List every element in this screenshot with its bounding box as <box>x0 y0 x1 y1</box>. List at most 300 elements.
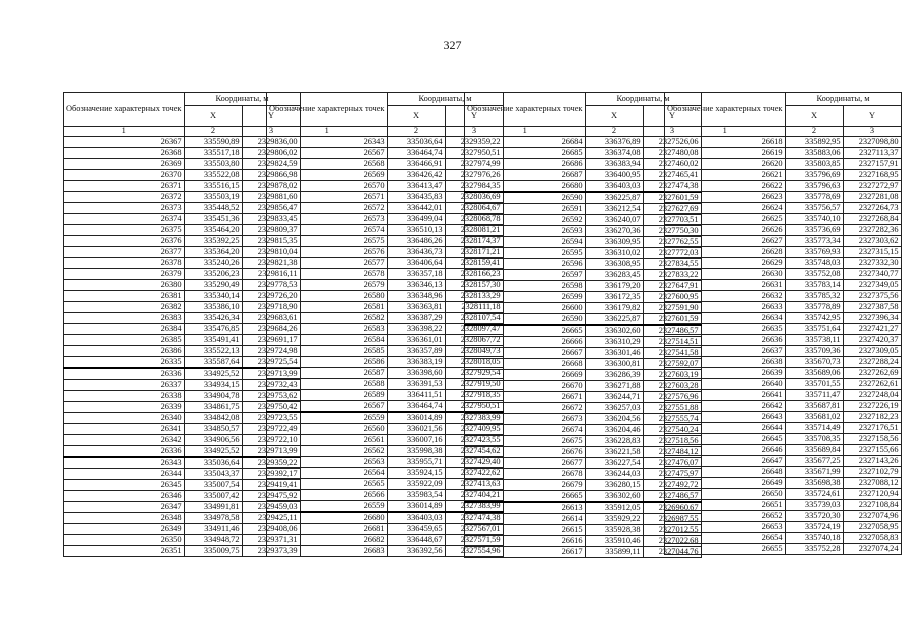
x-coordinate-cell: 336227,54 <box>585 458 643 469</box>
point-number-cell: 26338 <box>64 391 185 402</box>
table-row <box>64 324 301 335</box>
y-coordinate-cell: 2327088,12 <box>843 478 901 489</box>
table-row <box>64 446 301 458</box>
point-number-cell: 26648 <box>665 467 786 478</box>
x-coordinate-cell: 334948,72 <box>184 535 242 546</box>
header-point-designation: Обозначение характерных точек <box>665 93 786 127</box>
x-coordinate-cell: 335007,54 <box>184 480 242 491</box>
point-number-cell: 26624 <box>665 203 786 214</box>
table-row <box>64 291 301 302</box>
x-coordinate-cell: 336302,60 <box>585 491 643 503</box>
point-number-cell: 26587 <box>267 368 388 379</box>
y-coordinate-cell: 2328157,30 <box>445 280 503 291</box>
x-coordinate-cell: 335689,06 <box>785 368 843 379</box>
x-coordinate-cell: 335922,09 <box>387 479 445 490</box>
x-coordinate-cell: 335778,69 <box>785 192 843 203</box>
table-row <box>64 269 301 280</box>
point-number-cell: 26589 <box>267 390 388 401</box>
x-coordinate-cell: 335036,64 <box>387 137 445 148</box>
y-coordinate-cell: 2327113,37 <box>843 148 901 159</box>
y-coordinate-cell: 2327480,08 <box>643 148 701 159</box>
x-coordinate-cell: 335240,26 <box>184 258 242 269</box>
header-column-number: 1 <box>64 127 185 137</box>
point-number-cell: 26590 <box>465 192 586 204</box>
header-column-number: 3 <box>843 127 901 137</box>
y-coordinate-cell: 2327476,07 <box>643 458 701 469</box>
point-number-cell: 26380 <box>64 280 185 291</box>
table-row <box>64 148 301 159</box>
point-number-cell: 26622 <box>665 181 786 192</box>
y-coordinate-cell: 2327460,02 <box>643 159 701 170</box>
y-coordinate-cell: 2327703,51 <box>643 215 701 226</box>
point-number-cell: 26382 <box>64 302 185 313</box>
x-coordinate-cell: 335386,10 <box>184 302 242 313</box>
x-coordinate-cell: 336204,56 <box>585 414 643 425</box>
point-number-cell: 26577 <box>267 258 388 269</box>
y-coordinate-cell: 2327413,63 <box>445 479 503 490</box>
x-coordinate-cell: 336464,74 <box>387 148 445 159</box>
header-point-designation: Обозначение характерных точек <box>267 93 388 127</box>
point-number-cell: 26639 <box>665 368 786 379</box>
y-coordinate-cell: 2327282,36 <box>843 225 901 236</box>
x-coordinate-cell: 336357,18 <box>387 269 445 280</box>
x-coordinate-cell: 336257,03 <box>585 403 643 414</box>
x-coordinate-cell: 336383,94 <box>585 159 643 170</box>
x-coordinate-cell: 335720,30 <box>785 511 843 522</box>
y-coordinate-cell: 2329866,98 <box>242 170 300 181</box>
y-coordinate-cell: 2329836,00 <box>242 137 300 148</box>
point-number-cell: 26628 <box>665 247 786 258</box>
table-row <box>665 236 902 247</box>
table-row <box>64 247 301 258</box>
x-coordinate-cell: 335709,36 <box>785 346 843 357</box>
point-number-cell: 26675 <box>465 436 586 447</box>
point-number-cell: 26559 <box>267 412 388 424</box>
y-coordinate-cell: 2327518,56 <box>643 436 701 447</box>
x-coordinate-cell: 335742,95 <box>785 313 843 324</box>
table-row <box>64 546 301 557</box>
x-coordinate-cell: 336283,45 <box>585 270 643 281</box>
point-number-cell: 26618 <box>665 137 786 148</box>
point-number-cell: 26563 <box>267 457 388 468</box>
header-x: X <box>387 106 445 127</box>
x-coordinate-cell: 336310,02 <box>585 248 643 259</box>
x-coordinate-cell: 336271,88 <box>585 381 643 392</box>
point-number-cell: 26568 <box>267 159 388 170</box>
point-number-cell: 26636 <box>665 335 786 346</box>
x-coordinate-cell: 336212,54 <box>585 204 643 215</box>
table-row <box>665 214 902 225</box>
x-coordinate-cell: 335451,36 <box>184 214 242 225</box>
x-coordinate-cell: 335503,80 <box>184 159 242 170</box>
header-column-number: 1 <box>267 127 388 137</box>
x-coordinate-cell: 336270,36 <box>585 226 643 237</box>
table-row <box>64 535 301 546</box>
y-coordinate-cell: 2327918,35 <box>445 390 503 401</box>
point-number-cell: 26590 <box>465 314 586 326</box>
y-coordinate-cell: 2327074,96 <box>843 511 901 522</box>
x-coordinate-cell: 335206,23 <box>184 269 242 280</box>
table-row <box>665 302 902 313</box>
point-number-cell: 26621 <box>665 170 786 181</box>
x-coordinate-cell: 335740,18 <box>785 533 843 544</box>
point-number-cell: 26597 <box>465 270 586 281</box>
table-row <box>665 148 902 159</box>
table-row <box>64 424 301 435</box>
y-coordinate-cell: 2327551,88 <box>643 403 701 414</box>
point-number-cell: 26567 <box>267 401 388 413</box>
point-number-cell: 26651 <box>665 500 786 511</box>
y-coordinate-cell: 2329750,42 <box>242 402 300 413</box>
table-row <box>665 346 902 357</box>
y-coordinate-cell: 2327264,73 <box>843 203 901 214</box>
table-row <box>64 302 301 313</box>
y-coordinate-cell: 2327492,72 <box>643 480 701 491</box>
y-coordinate-cell: 2328111,18 <box>445 302 503 313</box>
point-number-cell: 26569 <box>267 170 388 181</box>
x-coordinate-cell: 336426,42 <box>387 170 445 181</box>
header-x: X <box>184 106 242 127</box>
table-row <box>665 357 902 368</box>
point-number-cell: 26668 <box>465 359 586 370</box>
point-number-cell: 26681 <box>267 524 388 535</box>
y-coordinate-cell: 2327074,24 <box>843 544 901 555</box>
table-row <box>665 324 902 335</box>
table-row <box>665 423 902 434</box>
header-column-number: 3 <box>445 127 503 137</box>
y-coordinate-cell: 2327974,99 <box>445 159 503 170</box>
table-row <box>64 192 301 203</box>
x-coordinate-cell: 335740,10 <box>785 214 843 225</box>
y-coordinate-cell: 2327486,57 <box>643 325 701 337</box>
y-coordinate-cell: 2327541,58 <box>643 348 701 359</box>
y-coordinate-cell: 2327484,12 <box>643 447 701 458</box>
x-coordinate-cell: 335738,11 <box>785 335 843 346</box>
x-coordinate-cell: 335796,63 <box>785 181 843 192</box>
point-number-cell: 26644 <box>665 423 786 434</box>
header-coordinates: Координаты, м <box>387 93 503 106</box>
y-coordinate-cell: 2327058,95 <box>843 522 901 533</box>
y-coordinate-cell: 2329753,62 <box>242 391 300 402</box>
x-coordinate-cell: 335928,38 <box>585 525 643 536</box>
y-coordinate-cell: 2327383,99 <box>445 412 503 424</box>
y-coordinate-cell: 2327340,77 <box>843 269 901 280</box>
x-coordinate-cell: 336436,73 <box>387 247 445 258</box>
y-coordinate-cell: 2329816,11 <box>242 269 300 280</box>
y-coordinate-cell: 2327420,37 <box>843 335 901 346</box>
table-row <box>665 291 902 302</box>
x-coordinate-cell: 334861,75 <box>184 402 242 413</box>
point-number-cell: 26372 <box>64 192 185 203</box>
y-coordinate-cell: 2329419,41 <box>242 480 300 491</box>
x-coordinate-cell: 335783,14 <box>785 280 843 291</box>
table-row <box>64 137 301 148</box>
x-coordinate-cell: 335670,73 <box>785 357 843 368</box>
table-row <box>64 469 301 480</box>
x-coordinate-cell: 336363,81 <box>387 302 445 313</box>
y-coordinate-cell: 2328174,37 <box>445 236 503 247</box>
x-coordinate-cell: 335983,54 <box>387 490 445 501</box>
y-coordinate-cell: 2327576,96 <box>643 392 701 403</box>
point-number-cell: 26680 <box>267 512 388 524</box>
point-number-cell: 26573 <box>267 214 388 225</box>
x-coordinate-cell: 334925,52 <box>184 446 242 458</box>
x-coordinate-cell: 335517,18 <box>184 148 242 159</box>
y-coordinate-cell: 2327526,06 <box>643 137 701 148</box>
y-coordinate-cell: 2327272,97 <box>843 181 901 192</box>
point-number-cell: 26598 <box>465 281 586 292</box>
y-coordinate-cell: 2327102,79 <box>843 467 901 478</box>
y-coordinate-cell: 2327421,27 <box>843 324 901 335</box>
y-coordinate-cell: 2328171,21 <box>445 247 503 258</box>
point-number-cell: 26343 <box>267 137 388 148</box>
y-coordinate-cell: 2327396,34 <box>843 313 901 324</box>
header-column-number: 2 <box>785 127 843 137</box>
y-coordinate-cell: 2327268,84 <box>843 214 901 225</box>
x-coordinate-cell: 335773,34 <box>785 236 843 247</box>
table-row <box>64 346 301 357</box>
x-coordinate-cell: 336228,83 <box>585 436 643 447</box>
table-row <box>64 502 301 513</box>
point-number-cell: 26336 <box>64 368 185 380</box>
point-number-cell: 26673 <box>465 414 586 425</box>
y-coordinate-cell: 2327601,59 <box>643 314 701 326</box>
point-number-cell: 26346 <box>64 491 185 502</box>
table-row <box>64 480 301 491</box>
point-number-cell: 26643 <box>665 412 786 423</box>
x-coordinate-cell: 336448,67 <box>387 535 445 546</box>
x-coordinate-cell: 335677,25 <box>785 456 843 467</box>
point-number-cell: 26377 <box>64 247 185 258</box>
x-coordinate-cell: 336459,65 <box>387 524 445 535</box>
point-number-cell: 26347 <box>64 502 185 513</box>
y-coordinate-cell: 2327423,55 <box>445 435 503 446</box>
y-coordinate-cell: 2327155,66 <box>843 445 901 456</box>
point-number-cell: 26349 <box>64 524 185 535</box>
point-number-cell: 26560 <box>267 424 388 435</box>
point-number-cell: 26655 <box>665 544 786 555</box>
x-coordinate-cell: 336348,96 <box>387 291 445 302</box>
table-row <box>665 467 902 478</box>
point-number-cell: 26686 <box>465 159 586 170</box>
point-number-cell: 26667 <box>465 348 586 359</box>
point-number-cell: 26677 <box>465 458 586 469</box>
y-coordinate-cell: 2328133,29 <box>445 291 503 302</box>
point-number-cell: 26579 <box>267 280 388 291</box>
x-coordinate-cell: 336392,56 <box>387 546 445 557</box>
x-coordinate-cell: 335752,08 <box>785 269 843 280</box>
header-column-number: 3 <box>242 127 300 137</box>
y-coordinate-cell: 2327833,22 <box>643 270 701 281</box>
point-number-cell: 26339 <box>64 402 185 413</box>
point-number-cell: 26373 <box>64 203 185 214</box>
y-coordinate-cell: 2328067,72 <box>445 335 503 346</box>
table-row <box>665 401 902 412</box>
x-coordinate-cell: 335769,93 <box>785 247 843 258</box>
table-row <box>665 313 902 324</box>
header-coordinates: Координаты, м <box>785 93 901 106</box>
y-coordinate-cell: 2329691,17 <box>242 335 300 346</box>
x-coordinate-cell: 336499,04 <box>387 214 445 225</box>
header-coordinates: Координаты, м <box>184 93 300 106</box>
y-coordinate-cell: 2329373,39 <box>242 546 300 557</box>
x-coordinate-cell: 336225,87 <box>585 192 643 204</box>
y-coordinate-cell: 2329722,10 <box>242 435 300 446</box>
y-coordinate-cell: 2328018,05 <box>445 357 503 368</box>
point-number-cell: 26615 <box>465 525 586 536</box>
table-row <box>64 491 301 502</box>
y-coordinate-cell: 2327012,55 <box>643 525 701 536</box>
point-number-cell: 26633 <box>665 302 786 313</box>
y-coordinate-cell: 2329824,59 <box>242 159 300 170</box>
x-coordinate-cell: 335899,11 <box>585 547 643 558</box>
y-coordinate-cell: 2329810,04 <box>242 247 300 258</box>
x-coordinate-cell: 335590,89 <box>184 137 242 148</box>
y-coordinate-cell: 2327262,69 <box>843 368 901 379</box>
point-number-cell: 26374 <box>64 214 185 225</box>
x-coordinate-cell: 336007,16 <box>387 435 445 446</box>
point-number-cell: 26684 <box>465 137 586 148</box>
y-coordinate-cell: 2328068,78 <box>445 214 503 225</box>
point-number-cell: 26650 <box>665 489 786 500</box>
point-number-cell: 26566 <box>267 490 388 501</box>
y-coordinate-cell: 2326987,55 <box>643 514 701 525</box>
y-coordinate-cell: 2329408,06 <box>242 524 300 535</box>
x-coordinate-cell: 335912,05 <box>585 502 643 514</box>
table-row <box>64 236 301 247</box>
y-coordinate-cell: 2327929,54 <box>445 368 503 379</box>
point-number-cell: 26647 <box>665 456 786 467</box>
table-row <box>665 247 902 258</box>
point-number-cell: 26654 <box>665 533 786 544</box>
y-coordinate-cell: 2327182,23 <box>843 412 901 423</box>
y-coordinate-cell: 2329809,37 <box>242 225 300 236</box>
point-number-cell: 26642 <box>665 401 786 412</box>
point-number-cell: 26580 <box>267 291 388 302</box>
x-coordinate-cell: 334978,58 <box>184 513 242 524</box>
point-number-cell: 26351 <box>64 546 185 557</box>
y-coordinate-cell: 2327600,95 <box>643 292 701 303</box>
header-y: Y <box>643 106 701 127</box>
header-x: X <box>585 106 643 127</box>
x-coordinate-cell: 336376,89 <box>585 137 643 148</box>
y-coordinate-cell: 2327603,28 <box>643 381 701 392</box>
y-coordinate-cell: 2329878,02 <box>242 181 300 192</box>
y-coordinate-cell: 2329725,54 <box>242 357 300 369</box>
y-coordinate-cell: 2327514,51 <box>643 337 701 348</box>
x-coordinate-cell: 336403,03 <box>387 512 445 524</box>
x-coordinate-cell: 336346,13 <box>387 280 445 291</box>
point-number-cell: 26584 <box>267 335 388 346</box>
x-coordinate-cell: 335681,02 <box>785 412 843 423</box>
y-coordinate-cell: 2327332,30 <box>843 258 901 269</box>
point-number-cell: 26367 <box>64 137 185 148</box>
y-coordinate-cell: 2328166,23 <box>445 269 503 280</box>
point-number-cell: 26576 <box>267 247 388 258</box>
y-coordinate-cell: 2329713,99 <box>242 368 300 380</box>
x-coordinate-cell: 336510,13 <box>387 225 445 236</box>
point-number-cell: 26342 <box>64 435 185 446</box>
point-number-cell: 26653 <box>665 522 786 533</box>
x-coordinate-cell: 334906,56 <box>184 435 242 446</box>
table-row <box>64 513 301 524</box>
x-coordinate-cell: 335687,81 <box>785 401 843 412</box>
point-number-cell: 26586 <box>267 357 388 368</box>
x-coordinate-cell: 334991,81 <box>184 502 242 513</box>
x-coordinate-cell: 335910,46 <box>585 536 643 547</box>
point-number-cell: 26335 <box>64 357 185 369</box>
table-row <box>64 313 301 324</box>
x-coordinate-cell: 336240,07 <box>585 215 643 226</box>
y-coordinate-cell: 2327349,05 <box>843 280 901 291</box>
table-row <box>665 511 902 522</box>
x-coordinate-cell: 335522,08 <box>184 170 242 181</box>
x-coordinate-cell: 335785,32 <box>785 291 843 302</box>
y-coordinate-cell: 2329713,99 <box>242 446 300 458</box>
y-coordinate-cell: 2329475,92 <box>242 491 300 502</box>
x-coordinate-cell: 335671,99 <box>785 467 843 478</box>
point-number-cell: 26631 <box>665 280 786 291</box>
x-coordinate-cell: 335043,37 <box>184 469 242 480</box>
point-number-cell: 26578 <box>267 269 388 280</box>
table-row <box>665 500 902 511</box>
table-row <box>64 391 301 402</box>
header-point-designation: Обозначение характерных точек <box>465 93 586 127</box>
x-coordinate-cell: 335883,06 <box>785 148 843 159</box>
y-coordinate-cell: 2329359,22 <box>242 457 300 469</box>
point-number-cell: 26645 <box>665 434 786 445</box>
table-row <box>665 269 902 280</box>
y-coordinate-cell: 2329724,98 <box>242 346 300 357</box>
point-number-cell: 26620 <box>665 159 786 170</box>
table-row <box>665 181 902 192</box>
x-coordinate-cell: 335708,35 <box>785 434 843 445</box>
y-coordinate-cell: 2327950,51 <box>445 148 503 159</box>
x-coordinate-cell: 335009,75 <box>184 546 242 557</box>
x-coordinate-cell: 336400,95 <box>585 170 643 181</box>
header-coordinates: Координаты, м <box>585 93 701 106</box>
y-coordinate-cell: 2328107,54 <box>445 313 503 324</box>
y-coordinate-cell: 2328081,21 <box>445 225 503 236</box>
point-number-cell: 26345 <box>64 480 185 491</box>
y-coordinate-cell: 2327571,59 <box>445 535 503 546</box>
y-coordinate-cell: 2327984,35 <box>445 181 503 192</box>
y-coordinate-cell: 2327919,50 <box>445 379 503 390</box>
table-row <box>64 357 301 369</box>
x-coordinate-cell: 335340,14 <box>184 291 242 302</box>
x-coordinate-cell: 334925,52 <box>184 368 242 380</box>
y-coordinate-cell: 2327409,95 <box>445 424 503 435</box>
y-coordinate-cell: 2327422,62 <box>445 468 503 479</box>
y-coordinate-cell: 2327108,84 <box>843 500 901 511</box>
y-coordinate-cell: 2327475,97 <box>643 469 701 480</box>
table-row <box>64 435 301 446</box>
y-coordinate-cell: 2327486,57 <box>643 491 701 503</box>
point-number-cell: 26600 <box>465 303 586 314</box>
x-coordinate-cell: 336486,26 <box>387 236 445 247</box>
y-coordinate-cell: 2329833,45 <box>242 214 300 225</box>
point-number-cell: 26379 <box>64 269 185 280</box>
x-coordinate-cell: 335007,42 <box>184 491 242 502</box>
header-y: Y <box>445 106 503 127</box>
point-number-cell: 26348 <box>64 513 185 524</box>
point-number-cell: 26582 <box>267 313 388 324</box>
table-row <box>665 522 902 533</box>
x-coordinate-cell: 336464,74 <box>387 401 445 413</box>
point-number-cell: 26640 <box>665 379 786 390</box>
x-coordinate-cell: 335955,71 <box>387 457 445 468</box>
table-row <box>64 280 301 291</box>
